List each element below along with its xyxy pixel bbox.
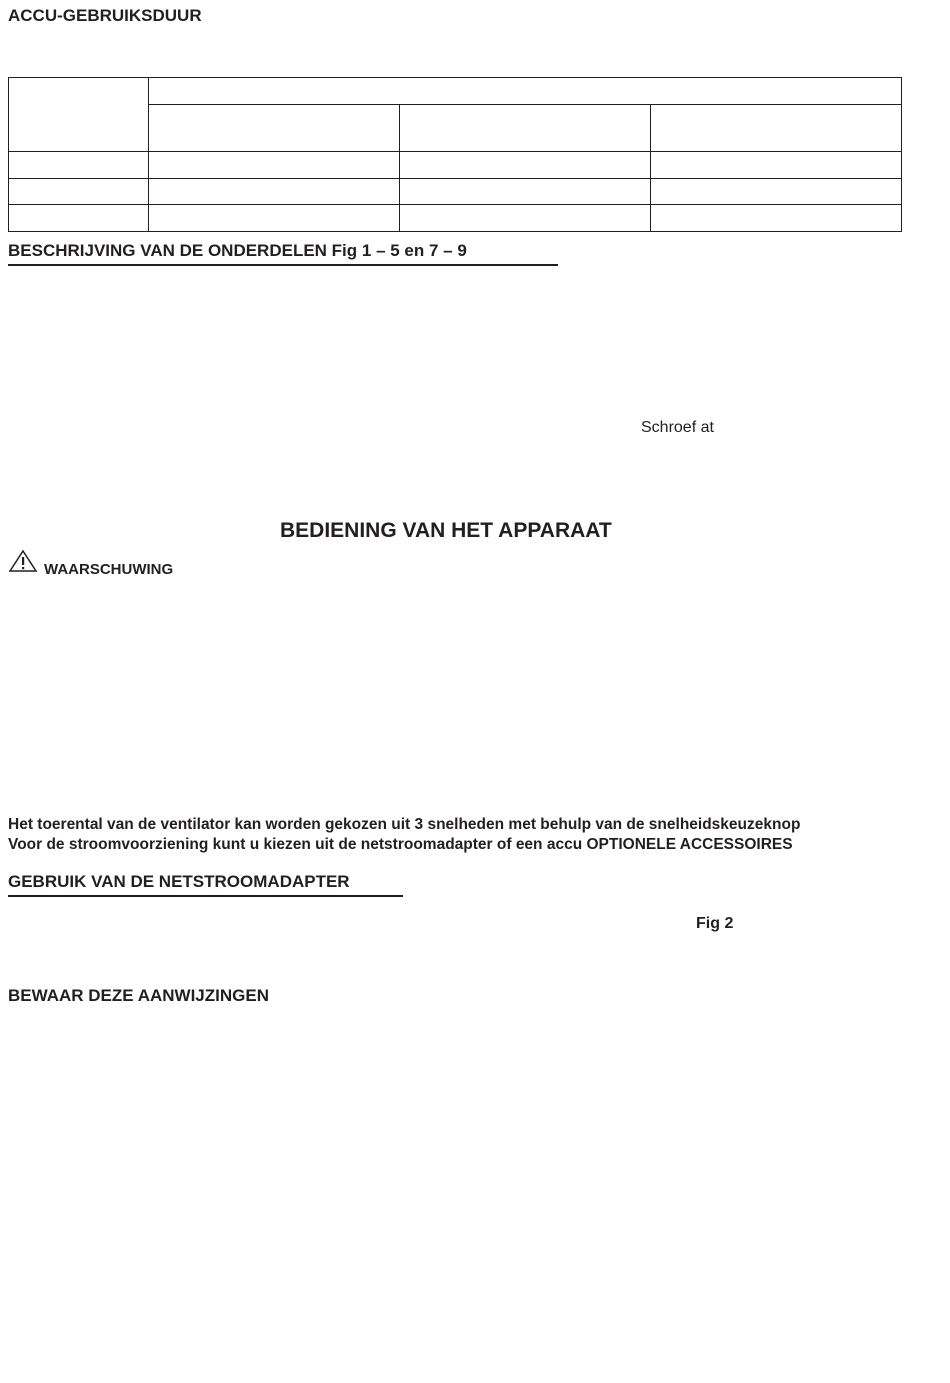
parts-description-heading: BESCHRIJVING VAN DE ONDERDELEN Fig 1 – 5 en 7 – 9 bbox=[8, 241, 558, 266]
table-corner-cell bbox=[9, 78, 149, 152]
table-cell bbox=[651, 179, 902, 205]
table-cell bbox=[9, 152, 149, 179]
table-cell bbox=[9, 179, 149, 205]
table-cell bbox=[400, 179, 651, 205]
table-subheader-cell bbox=[400, 105, 651, 152]
table-row bbox=[9, 205, 902, 232]
table-group-header-cell bbox=[149, 78, 902, 105]
table-cell bbox=[149, 179, 400, 205]
table-cell bbox=[149, 205, 400, 232]
table-cell bbox=[651, 152, 902, 179]
table-subheader-cell bbox=[651, 105, 902, 152]
battery-runtime-heading: ACCU-GEBRUIKSDUUR bbox=[8, 6, 202, 25]
save-instructions-heading: BEWAAR DEZE AANWIJZINGEN bbox=[8, 986, 269, 1005]
table-cell bbox=[651, 205, 902, 232]
power-supply-paragraph: Voor de stroomvoorziening kunt u kiezen uit de netstroomadapter of een accu OPTIONELE ACCESSOIRES bbox=[8, 836, 793, 853]
table-cell bbox=[400, 152, 651, 179]
fig2-label: Fig 2 bbox=[696, 915, 734, 932]
table-row bbox=[9, 179, 902, 205]
table-cell bbox=[9, 205, 149, 232]
battery-runtime-table bbox=[8, 77, 902, 232]
ac-adapter-heading: GEBRUIK VAN DE NETSTROOMADAPTER bbox=[8, 872, 403, 897]
table-header-row bbox=[9, 78, 902, 105]
fan-speed-paragraph: Het toerental van de ventilator kan worden gekozen uit 3 snelheden met behulp van de snelheidskeuzeknop bbox=[8, 816, 801, 833]
warning-label: WAARSCHUWING bbox=[44, 561, 174, 578]
table-cell bbox=[149, 152, 400, 179]
table-subheader-cell bbox=[149, 105, 400, 152]
table-cell bbox=[400, 205, 651, 232]
warning-triangle-icon bbox=[8, 549, 38, 573]
operation-heading: BEDIENING VAN HET APPARAAT bbox=[280, 519, 612, 542]
table-row bbox=[9, 152, 902, 179]
screw-label: Schroef at bbox=[641, 419, 714, 436]
